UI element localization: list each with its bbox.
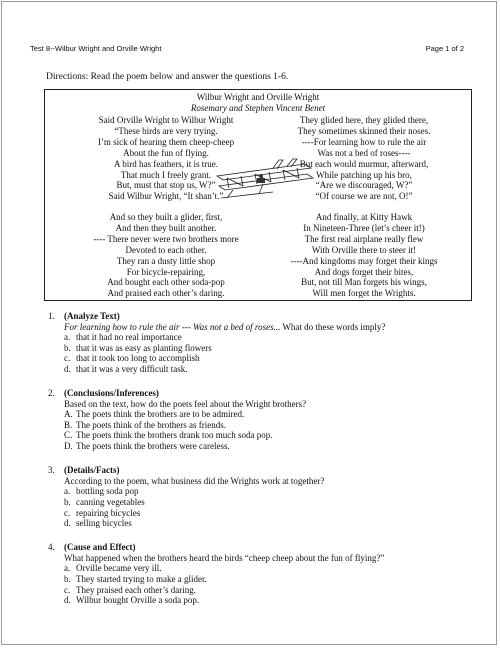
- question-text: According to the poem, what business did the Wrights work at together?: [64, 475, 325, 486]
- poem-line: While patching up his bro,: [316, 169, 412, 180]
- poem-line: For bicycle-repairing,: [126, 266, 206, 277]
- question-category: (Conclusions/Inferences): [64, 388, 159, 399]
- question-text: Based on the text, how do the poets feel about the Wright brothers?: [64, 398, 307, 409]
- poem-line: And so they built a glider, first,: [109, 212, 223, 222]
- question-category: (Cause and Effect): [64, 542, 136, 553]
- answer-option[interactable]: A. The poets think the brothers are to be admired.: [64, 409, 245, 420]
- question-1: [48, 311, 468, 375]
- poem-line: They sometimes skinned their noses.: [297, 125, 431, 136]
- questions-section: [48, 311, 468, 619]
- answer-option[interactable]: c. repairing bicycles: [64, 507, 141, 518]
- answer-option[interactable]: C. The poets think the brothers drank too much soda pop.: [64, 430, 273, 441]
- question-text: What happened when the brothers heard the birds “cheep cheep about the fun of flying?”: [64, 552, 385, 563]
- poem-line: Was not a bed of roses----: [317, 147, 411, 158]
- poem-line: In Nineteen-Three (let’s cheer it!): [303, 222, 425, 233]
- question-number: 1.: [48, 311, 55, 321]
- poem-line: And then they built another.: [115, 222, 217, 233]
- poem-box: [44, 89, 472, 301]
- question-number: 3.: [48, 465, 55, 476]
- question-4: [48, 542, 468, 606]
- poem-line: Said Orville Wright to Wilbur Wright: [98, 115, 234, 125]
- poem-line: The first real airplane really flew: [304, 233, 424, 244]
- page-number: Page 1 of 2: [425, 44, 464, 53]
- poem-line: With Orville there to steer it!: [311, 244, 417, 255]
- question-2: [48, 388, 468, 452]
- question-category: (Analyze Text): [64, 311, 120, 321]
- answer-option[interactable]: a. that it had no real importance: [64, 332, 182, 343]
- answer-option[interactable]: b. that it was as easy as planting flowers: [64, 342, 212, 353]
- answer-option[interactable]: c. They praised each other’s daring.: [64, 584, 197, 595]
- stanza-3: [73, 212, 259, 299]
- poem-line: They ran a dusty little shop: [116, 255, 216, 266]
- question-number: 4.: [48, 542, 55, 553]
- answer-option[interactable]: c. that it took too long to accomplish: [64, 353, 200, 364]
- poem-line: But, not till Man forgets his wings,: [301, 277, 427, 288]
- poem-line: “Of course we are not, O!”: [315, 191, 413, 202]
- poem-title: Wilbur Wright and Orville Wright: [196, 92, 320, 102]
- poem-line: I’m sick of hearing them cheep-cheep: [97, 136, 235, 147]
- question-quote: For learning how to rule the air --- Was not a bed of roses...: [64, 321, 281, 332]
- page-header: [30, 44, 464, 53]
- stanza-4: [271, 212, 457, 299]
- answer-option[interactable]: d. that it was a very difficult task.: [64, 363, 188, 374]
- poem-line: And praised each other’s daring.: [107, 288, 225, 299]
- poem-line: About the fun of flying.: [123, 147, 209, 158]
- poem-line: ----For learning how to rule the air: [301, 136, 427, 147]
- question-text: What do these words imply?: [280, 321, 386, 332]
- poem-line: And dogs forget their bites,: [314, 266, 414, 277]
- poem-line: But, must that stop us, W?”: [116, 180, 216, 191]
- answer-option[interactable]: b. They started trying to make a glider.: [64, 573, 207, 584]
- poem-line: They glided here, they glided there,: [299, 115, 429, 125]
- poem-line: Said Wilbur Wright, “It shan’t.”: [108, 191, 224, 202]
- answer-option[interactable]: a. bottling soda pop: [64, 486, 139, 497]
- poem-line: Will men forget the Wrights.: [312, 288, 416, 299]
- answer-option[interactable]: b. canning vegetables: [64, 496, 145, 507]
- poem-line: And bought each other soda-pop: [107, 277, 225, 288]
- question-category: (Details/Facts): [64, 465, 120, 476]
- answer-option[interactable]: a. Orville became very ill.: [64, 563, 162, 574]
- test-title: Test 8--Wilbur Wright and Orville Wright: [30, 44, 162, 53]
- poem-line: But each would murmur, afterward,: [299, 158, 429, 169]
- poem-line: A bird has feathers, it is true.: [114, 158, 218, 169]
- poem-line: ----And kingdoms may forget their kings: [290, 255, 438, 266]
- answer-option[interactable]: d. selling bicycles: [64, 518, 132, 529]
- question-3: [48, 465, 468, 529]
- question-number: 2.: [48, 388, 55, 399]
- question-prompt: [48, 322, 468, 333]
- poem-line: Devoted to each other.: [125, 244, 207, 255]
- poem-authors: Rosemary and Stephen Vincent Benet: [190, 103, 326, 113]
- wright-flyer-illustration: [213, 156, 317, 204]
- poem-line: And finally, at Kitty Hawk: [315, 212, 413, 222]
- answer-option[interactable]: D. The poets think the brothers were careless.: [64, 441, 230, 452]
- poem-line: “Are we discouraged, W?”: [315, 180, 413, 191]
- answer-option[interactable]: B. The poets think of the brothers as friends.: [64, 419, 226, 430]
- poem-line: ---- There never were two brothers more: [93, 233, 239, 244]
- worksheet-page: [1, 1, 497, 645]
- poem-line: “These birds are very trying.: [114, 125, 218, 136]
- answer-option[interactable]: d. Wilbur bought Orville a soda pop.: [64, 595, 200, 606]
- directions: Directions: Read the poem below and answer the questions 1-6.: [46, 72, 289, 82]
- poem-line: That much I freely grant.: [120, 169, 212, 180]
